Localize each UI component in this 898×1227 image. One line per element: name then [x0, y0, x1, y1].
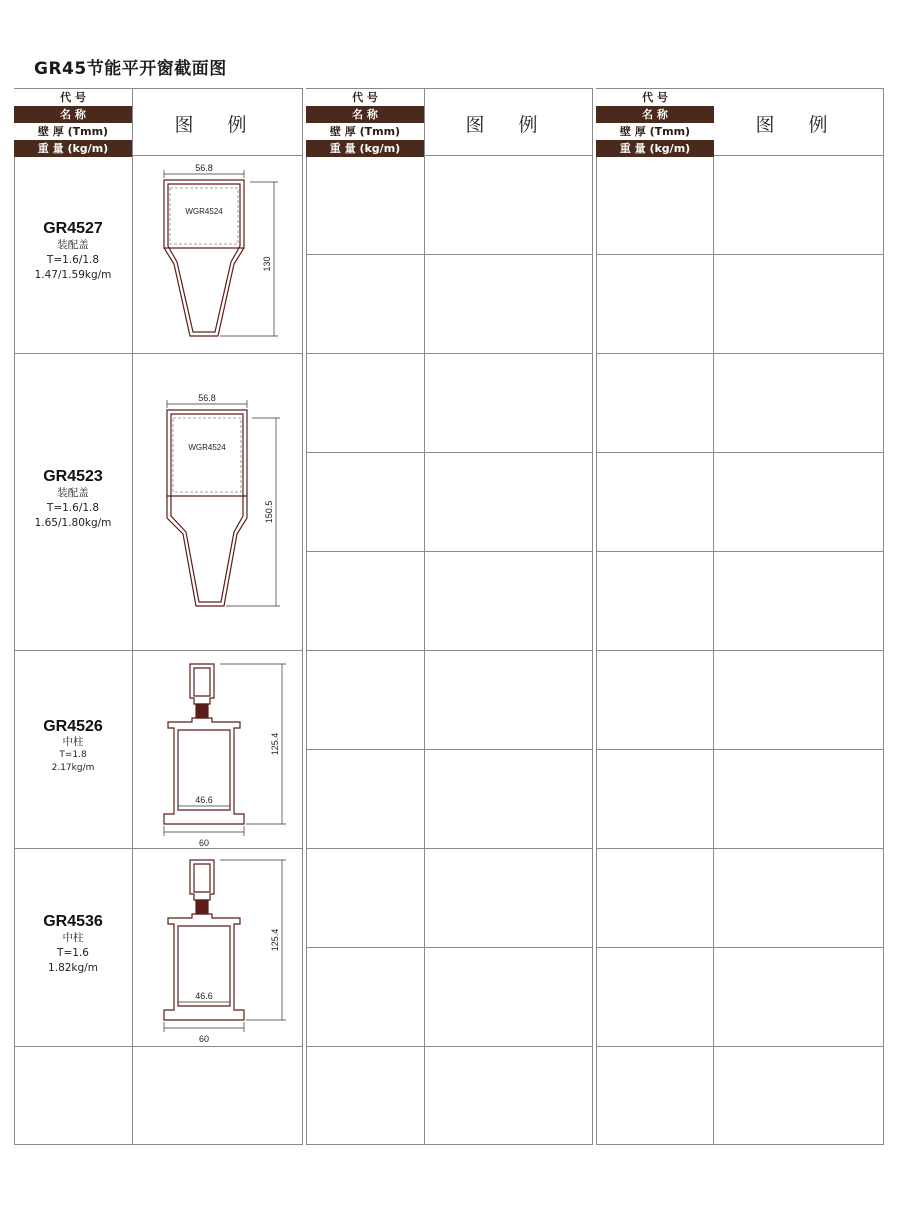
header-thickness-label: 壁 厚 (Tmm)	[14, 123, 132, 140]
header-thickness-label: 壁 厚 (Tmm)	[306, 123, 424, 140]
profile-drawing-gr4523	[154, 388, 294, 618]
dim-height: 125.4	[270, 732, 280, 756]
column-group-3	[596, 88, 884, 1145]
header-weight-label: 重 量 (kg/m)	[596, 140, 714, 157]
profile-drawing-gr4527	[154, 160, 294, 350]
dim-width: 56.8	[195, 163, 213, 173]
profile-code: GR4536	[43, 913, 103, 930]
profile-row-gr4523	[14, 468, 132, 531]
profile-thickness: T=1.6/1.8	[46, 502, 100, 514]
profile-code: GR4526	[43, 718, 103, 735]
profile-row-gr4536	[14, 913, 132, 976]
dim-inner-width: 46.6	[195, 991, 213, 1001]
profile-drawing-gr4526	[154, 656, 294, 848]
profile-weight: 1.65/1.80kg/m	[34, 517, 112, 529]
dim-outer-width: 60	[198, 838, 210, 848]
dim-width: 56.8	[198, 393, 216, 403]
profile-name: 装配盖	[57, 487, 89, 499]
insert-label: WGR4524	[188, 443, 226, 452]
profile-code: GR4527	[43, 220, 103, 237]
header-name-label: 名 称	[14, 106, 132, 123]
column-group-2	[306, 88, 593, 1145]
dim-inner-width: 46.6	[195, 795, 213, 805]
header-legend-label: 图 例	[174, 114, 261, 136]
header-code-label: 代 号	[306, 89, 424, 106]
profile-row-gr4527	[14, 220, 132, 283]
header-code-label: 代 号	[14, 89, 132, 106]
profile-weight: 2.17kg/m	[51, 763, 95, 773]
dim-outer-width: 60	[198, 1034, 210, 1044]
dim-height: 130	[262, 256, 272, 272]
insert-label: WGR4524	[185, 207, 223, 216]
header-weight-label: 重 量 (kg/m)	[306, 140, 424, 157]
profile-weight: 1.82kg/m	[48, 962, 98, 974]
profile-code: GR4523	[43, 468, 103, 485]
profile-row-gr4526	[14, 718, 132, 775]
header-legend-label: 图 例	[755, 114, 842, 136]
header-code-label: 代 号	[596, 89, 714, 106]
profile-drawing-gr4536	[154, 852, 294, 1044]
profile-thickness: T=1.8	[59, 750, 87, 760]
header-weight-label: 重 量 (kg/m)	[14, 140, 132, 157]
profile-name: 装配盖	[57, 239, 89, 251]
profile-name: 中柱	[62, 736, 84, 748]
header-legend-label: 图 例	[465, 114, 552, 136]
dim-height: 150.5	[264, 500, 274, 524]
profile-name: 中柱	[62, 932, 84, 944]
profile-weight: 1.47/1.59kg/m	[34, 269, 112, 281]
header-name-label: 名 称	[596, 106, 714, 123]
profile-table	[14, 88, 884, 1145]
profile-thickness: T=1.6	[57, 947, 89, 959]
dim-height: 125.4	[270, 928, 280, 952]
page-title: GR45节能平开窗截面图	[34, 59, 227, 79]
header-name-label: 名 称	[306, 106, 424, 123]
header-thickness-label: 壁 厚 (Tmm)	[596, 123, 714, 140]
profile-thickness: T=1.6/1.8	[46, 254, 100, 266]
